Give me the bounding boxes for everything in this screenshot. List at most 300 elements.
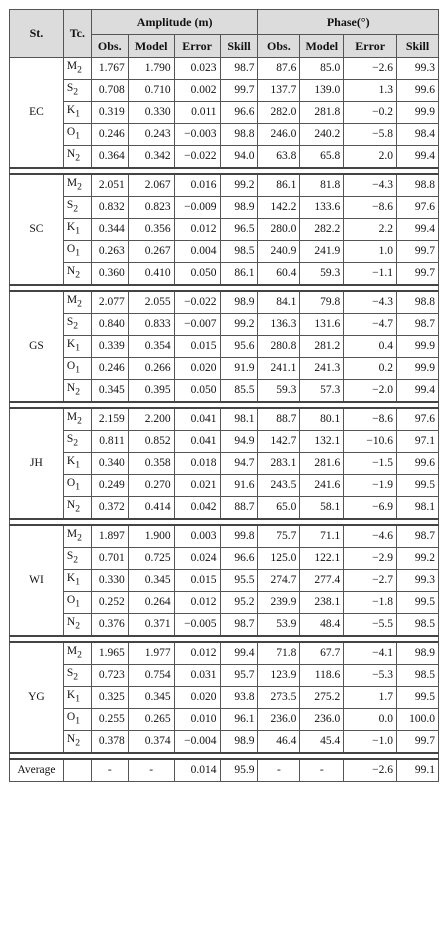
constituent-cell (63, 665, 91, 687)
value-cell: 1.900 (128, 525, 174, 548)
constituent-letter: S (66, 199, 74, 212)
value-cell: 0.249 (91, 475, 128, 497)
average-value-cell: - (258, 759, 300, 782)
station-name: GS (10, 291, 64, 402)
value-cell: −4.7 (344, 314, 397, 336)
constituent-subscript: 1 (75, 364, 80, 376)
constituent-subscript: 1 (75, 576, 80, 588)
table-row (10, 358, 439, 380)
value-cell: 240.9 (258, 241, 300, 263)
table-row (10, 497, 439, 520)
value-cell: 281.8 (300, 102, 344, 124)
value-cell: 86.1 (220, 263, 258, 286)
value-cell: 0.708 (91, 80, 128, 102)
value-cell: 0.701 (91, 548, 128, 570)
value-cell: 67.7 (300, 642, 344, 665)
value-cell: 0.010 (174, 709, 220, 731)
value-cell: 99.5 (397, 475, 439, 497)
table-row (10, 124, 439, 146)
value-cell: 0.012 (174, 642, 220, 665)
constituent-letter: O (66, 243, 76, 256)
header-sub-skill: Skill (220, 35, 258, 58)
table-row (10, 642, 439, 665)
value-cell: 94.0 (220, 146, 258, 169)
value-cell: 99.6 (397, 80, 439, 102)
value-cell: 1.0 (344, 241, 397, 263)
value-cell: 241.9 (300, 241, 344, 263)
constituent-subscript: 2 (75, 503, 80, 515)
value-cell: 0.342 (128, 146, 174, 169)
value-cell: −5.5 (344, 614, 397, 637)
value-cell: 0.371 (128, 614, 174, 637)
table-row (10, 709, 439, 731)
value-cell: 0.414 (128, 497, 174, 520)
value-cell: 91.9 (220, 358, 258, 380)
value-cell: −6.9 (344, 497, 397, 520)
constituent-subscript: 2 (77, 64, 82, 76)
table-row (10, 146, 439, 169)
constituent-letter: K (66, 689, 76, 702)
value-cell: 98.1 (220, 408, 258, 431)
table-row (10, 453, 439, 475)
value-cell: 88.7 (258, 408, 300, 431)
value-cell: 59.3 (300, 263, 344, 286)
value-cell: 98.4 (397, 124, 439, 146)
value-cell: −1.9 (344, 475, 397, 497)
constituent-letter: N (66, 733, 76, 746)
value-cell: 71.1 (300, 525, 344, 548)
value-cell: −1.8 (344, 592, 397, 614)
value-cell: −0.003 (174, 124, 220, 146)
constituent-cell (63, 146, 91, 169)
constituent-cell (63, 174, 91, 197)
value-cell: 84.1 (258, 291, 300, 314)
value-cell: −2.6 (344, 58, 397, 80)
value-cell: −0.009 (174, 197, 220, 219)
constituent-cell (63, 102, 91, 124)
average-row (10, 759, 439, 782)
constituent-subscript: 2 (75, 620, 80, 632)
value-cell: 274.7 (258, 570, 300, 592)
value-cell: 97.6 (397, 197, 439, 219)
value-cell: 0.4 (344, 336, 397, 358)
value-cell: 98.8 (397, 174, 439, 197)
value-cell: 0.267 (128, 241, 174, 263)
value-cell: 99.4 (397, 219, 439, 241)
value-cell: 0.018 (174, 453, 220, 475)
table-row (10, 687, 439, 709)
value-cell: 79.8 (300, 291, 344, 314)
value-cell: 71.8 (258, 642, 300, 665)
table-row (10, 665, 439, 687)
value-cell: 53.9 (258, 614, 300, 637)
header-station: St. (10, 10, 64, 58)
value-cell: 0.2 (344, 358, 397, 380)
value-cell: 63.8 (258, 146, 300, 169)
constituent-subscript: 1 (75, 715, 80, 727)
header-sub-model: Model (128, 35, 174, 58)
value-cell: 0.374 (128, 731, 174, 754)
value-cell: 0.344 (91, 219, 128, 241)
constituent-subscript: 1 (75, 225, 80, 237)
constituent-cell (63, 380, 91, 403)
value-cell: 0.031 (174, 665, 220, 687)
value-cell: 98.5 (397, 614, 439, 637)
value-cell: 98.1 (397, 497, 439, 520)
value-cell: 125.0 (258, 548, 300, 570)
value-cell: 0.360 (91, 263, 128, 286)
value-cell: −10.6 (344, 431, 397, 453)
value-cell: 95.5 (220, 570, 258, 592)
value-cell: 280.8 (258, 336, 300, 358)
value-cell: −2.0 (344, 380, 397, 403)
constituent-cell (63, 263, 91, 286)
value-cell: −5.3 (344, 665, 397, 687)
table-row (10, 431, 439, 453)
value-cell: 0.345 (128, 570, 174, 592)
value-cell: 85.5 (220, 380, 258, 403)
value-cell: 99.5 (397, 687, 439, 709)
constituent-letter: M (66, 294, 78, 307)
constituent-letter: M (66, 411, 78, 424)
constituent-cell (63, 336, 91, 358)
table-container (9, 9, 439, 782)
constituent-subscript: 1 (75, 342, 80, 354)
tidal-harmonic-table (9, 9, 439, 782)
header-amplitude: Amplitude (m) (91, 10, 258, 35)
value-cell: 0.002 (174, 80, 220, 102)
station-name: SC (10, 174, 64, 285)
value-cell: 0.015 (174, 336, 220, 358)
table-row (10, 174, 439, 197)
constituent-cell (63, 431, 91, 453)
constituent-cell (63, 358, 91, 380)
value-cell: 60.4 (258, 263, 300, 286)
value-cell: 99.2 (220, 314, 258, 336)
value-cell: 98.7 (397, 525, 439, 548)
value-cell: 0.003 (174, 525, 220, 548)
value-cell: 243.5 (258, 475, 300, 497)
constituent-letter: N (66, 265, 76, 278)
value-cell: 0.339 (91, 336, 128, 358)
constituent-cell (63, 570, 91, 592)
value-cell: 94.9 (220, 431, 258, 453)
value-cell: 0.754 (128, 665, 174, 687)
value-cell: 0.243 (128, 124, 174, 146)
constituent-subscript: 1 (75, 693, 80, 705)
table-row (10, 614, 439, 637)
value-cell: 96.6 (220, 102, 258, 124)
value-cell: 99.9 (397, 102, 439, 124)
value-cell: 0.264 (128, 592, 174, 614)
constituent-cell (63, 497, 91, 520)
value-cell: 97.6 (397, 408, 439, 431)
constituent-letter: O (66, 360, 76, 373)
value-cell: 99.4 (397, 380, 439, 403)
constituent-cell (63, 614, 91, 637)
value-cell: 91.6 (220, 475, 258, 497)
value-cell: 0.840 (91, 314, 128, 336)
value-cell: 137.7 (258, 80, 300, 102)
value-cell: −1.1 (344, 263, 397, 286)
constituent-cell (63, 80, 91, 102)
average-value-cell: - (91, 759, 128, 782)
value-cell: 0.015 (174, 570, 220, 592)
constituent-subscript: 2 (73, 203, 79, 215)
value-cell: 0.252 (91, 592, 128, 614)
value-cell: 0.376 (91, 614, 128, 637)
value-cell: 98.7 (397, 314, 439, 336)
value-cell: 59.3 (258, 380, 300, 403)
value-cell: 48.4 (300, 614, 344, 637)
value-cell: 282.0 (258, 102, 300, 124)
value-cell: 0.372 (91, 497, 128, 520)
constituent-letter: N (66, 382, 76, 395)
value-cell: 0.345 (91, 380, 128, 403)
value-cell: 96.1 (220, 709, 258, 731)
value-cell: 0.833 (128, 314, 174, 336)
value-cell: 99.7 (397, 731, 439, 754)
value-cell: 0.319 (91, 102, 128, 124)
value-cell: 2.159 (91, 408, 128, 431)
table-row (10, 80, 439, 102)
constituent-cell (63, 475, 91, 497)
value-cell: 0.725 (128, 548, 174, 570)
value-cell: −8.6 (344, 197, 397, 219)
value-cell: 95.6 (220, 336, 258, 358)
value-cell: 1.3 (344, 80, 397, 102)
header-sub-skill: Skill (397, 35, 439, 58)
value-cell: 97.1 (397, 431, 439, 453)
table-row (10, 314, 439, 336)
value-cell: 95.2 (220, 592, 258, 614)
value-cell: 240.2 (300, 124, 344, 146)
value-cell: 283.1 (258, 453, 300, 475)
constituent-cell (63, 124, 91, 146)
constituent-letter: M (66, 60, 78, 73)
value-cell: 118.6 (300, 665, 344, 687)
value-cell: 0.265 (128, 709, 174, 731)
constituent-cell (63, 731, 91, 754)
value-cell: 0.0 (344, 709, 397, 731)
value-cell: 85.0 (300, 58, 344, 80)
station-name: YG (10, 642, 64, 753)
value-cell: 0.811 (91, 431, 128, 453)
table-header (10, 10, 439, 58)
value-cell: 0.356 (128, 219, 174, 241)
table-row (10, 570, 439, 592)
value-cell: 0.710 (128, 80, 174, 102)
value-cell: −0.022 (174, 291, 220, 314)
average-label: Average (10, 759, 64, 782)
value-cell: 239.9 (258, 592, 300, 614)
value-cell: 2.067 (128, 174, 174, 197)
value-cell: 87.6 (258, 58, 300, 80)
value-cell: 238.1 (300, 592, 344, 614)
value-cell: −1.0 (344, 731, 397, 754)
value-cell: 0.246 (91, 358, 128, 380)
constituent-subscript: 2 (77, 532, 82, 544)
value-cell: 0.024 (174, 548, 220, 570)
value-cell: −4.1 (344, 642, 397, 665)
value-cell: 136.3 (258, 314, 300, 336)
value-cell: 0.330 (91, 570, 128, 592)
value-cell: 0.364 (91, 146, 128, 169)
value-cell: 281.6 (300, 453, 344, 475)
value-cell: 2.2 (344, 219, 397, 241)
value-cell: 88.7 (220, 497, 258, 520)
constituent-cell (63, 592, 91, 614)
value-cell: 98.9 (397, 642, 439, 665)
value-cell: 0.358 (128, 453, 174, 475)
value-cell: 0.023 (174, 58, 220, 80)
table-row (10, 291, 439, 314)
value-cell: 99.4 (220, 642, 258, 665)
value-cell: 0.020 (174, 687, 220, 709)
value-cell: 99.2 (220, 174, 258, 197)
constituent-letter: O (66, 477, 76, 490)
constituent-letter: S (66, 433, 74, 446)
value-cell: 99.3 (397, 570, 439, 592)
value-cell: 75.7 (258, 525, 300, 548)
constituent-subscript: 2 (77, 415, 82, 427)
value-cell: 0.050 (174, 263, 220, 286)
value-cell: 0.020 (174, 358, 220, 380)
value-cell: 98.5 (220, 241, 258, 263)
constituent-subscript: 1 (75, 247, 80, 259)
header-sub-error: Error (174, 35, 220, 58)
constituent-subscript: 2 (73, 86, 79, 98)
value-cell: 65.0 (258, 497, 300, 520)
value-cell: 273.5 (258, 687, 300, 709)
constituent-cell (63, 642, 91, 665)
constituent-cell (63, 709, 91, 731)
constituent-letter: O (66, 594, 76, 607)
value-cell: 86.1 (258, 174, 300, 197)
constituent-letter: M (66, 528, 78, 541)
value-cell: 99.6 (397, 453, 439, 475)
value-cell: 0.270 (128, 475, 174, 497)
value-cell: 1.7 (344, 687, 397, 709)
station-name: JH (10, 408, 64, 519)
value-cell: 2.077 (91, 291, 128, 314)
value-cell: 46.4 (258, 731, 300, 754)
constituent-subscript: 2 (73, 671, 79, 683)
value-cell: 0.011 (174, 102, 220, 124)
table-row (10, 592, 439, 614)
value-cell: 0.041 (174, 431, 220, 453)
constituent-cell (63, 241, 91, 263)
header-phase: Phase(°) (258, 10, 439, 35)
table-row (10, 731, 439, 754)
constituent-subscript: 1 (75, 481, 80, 493)
value-cell: −4.6 (344, 525, 397, 548)
value-cell: 142.7 (258, 431, 300, 453)
value-cell: 0.354 (128, 336, 174, 358)
value-cell: 236.0 (300, 709, 344, 731)
constituent-letter: S (66, 316, 74, 329)
constituent-subscript: 2 (75, 737, 80, 749)
value-cell: 0.041 (174, 408, 220, 431)
table-row (10, 548, 439, 570)
constituent-letter: O (66, 126, 76, 139)
value-cell: 246.0 (258, 124, 300, 146)
value-cell: 282.2 (300, 219, 344, 241)
value-cell: 99.8 (220, 525, 258, 548)
table-row (10, 58, 439, 80)
value-cell: −5.8 (344, 124, 397, 146)
table-row (10, 336, 439, 358)
value-cell: 0.395 (128, 380, 174, 403)
station-name: WI (10, 525, 64, 636)
constituent-cell (63, 58, 91, 80)
value-cell: 0.823 (128, 197, 174, 219)
table-row (10, 102, 439, 124)
constituent-cell (63, 291, 91, 314)
constituent-subscript: 2 (75, 386, 80, 398)
value-cell: 2.051 (91, 174, 128, 197)
value-cell: 0.345 (128, 687, 174, 709)
constituent-letter: N (66, 616, 76, 629)
value-cell: 98.8 (220, 124, 258, 146)
table-row (10, 241, 439, 263)
value-cell: 99.9 (397, 336, 439, 358)
value-cell: −0.005 (174, 614, 220, 637)
constituent-subscript: 2 (77, 649, 82, 661)
value-cell: 1.965 (91, 642, 128, 665)
value-cell: −8.6 (344, 408, 397, 431)
value-cell: 0.723 (91, 665, 128, 687)
table-row (10, 408, 439, 431)
average-value-cell: 0.014 (174, 759, 220, 782)
constituent-cell (63, 314, 91, 336)
value-cell: 0.042 (174, 497, 220, 520)
value-cell: 277.4 (300, 570, 344, 592)
value-cell: −4.3 (344, 291, 397, 314)
value-cell: 0.012 (174, 592, 220, 614)
value-cell: 281.2 (300, 336, 344, 358)
value-cell: 0.852 (128, 431, 174, 453)
constituent-subscript: 2 (73, 437, 79, 449)
value-cell: 1.767 (91, 58, 128, 80)
constituent-letter: K (66, 455, 76, 468)
value-cell: −2.7 (344, 570, 397, 592)
table-row (10, 263, 439, 286)
constituent-letter: S (66, 667, 74, 680)
value-cell: 0.263 (91, 241, 128, 263)
table-row (10, 475, 439, 497)
header-sub-model: Model (300, 35, 344, 58)
value-cell: 0.004 (174, 241, 220, 263)
value-cell: 99.2 (397, 548, 439, 570)
value-cell: 139.0 (300, 80, 344, 102)
table-row (10, 197, 439, 219)
value-cell: 93.8 (220, 687, 258, 709)
value-cell: 1.897 (91, 525, 128, 548)
value-cell: 81.8 (300, 174, 344, 197)
station-name: EC (10, 58, 64, 169)
table-row (10, 219, 439, 241)
constituent-cell (63, 219, 91, 241)
value-cell: 0.016 (174, 174, 220, 197)
constituent-letter: K (66, 221, 76, 234)
constituent-letter: O (66, 711, 76, 724)
value-cell: 0.340 (91, 453, 128, 475)
value-cell: 280.0 (258, 219, 300, 241)
value-cell: −0.007 (174, 314, 220, 336)
value-cell: 99.7 (397, 241, 439, 263)
table-row (10, 525, 439, 548)
